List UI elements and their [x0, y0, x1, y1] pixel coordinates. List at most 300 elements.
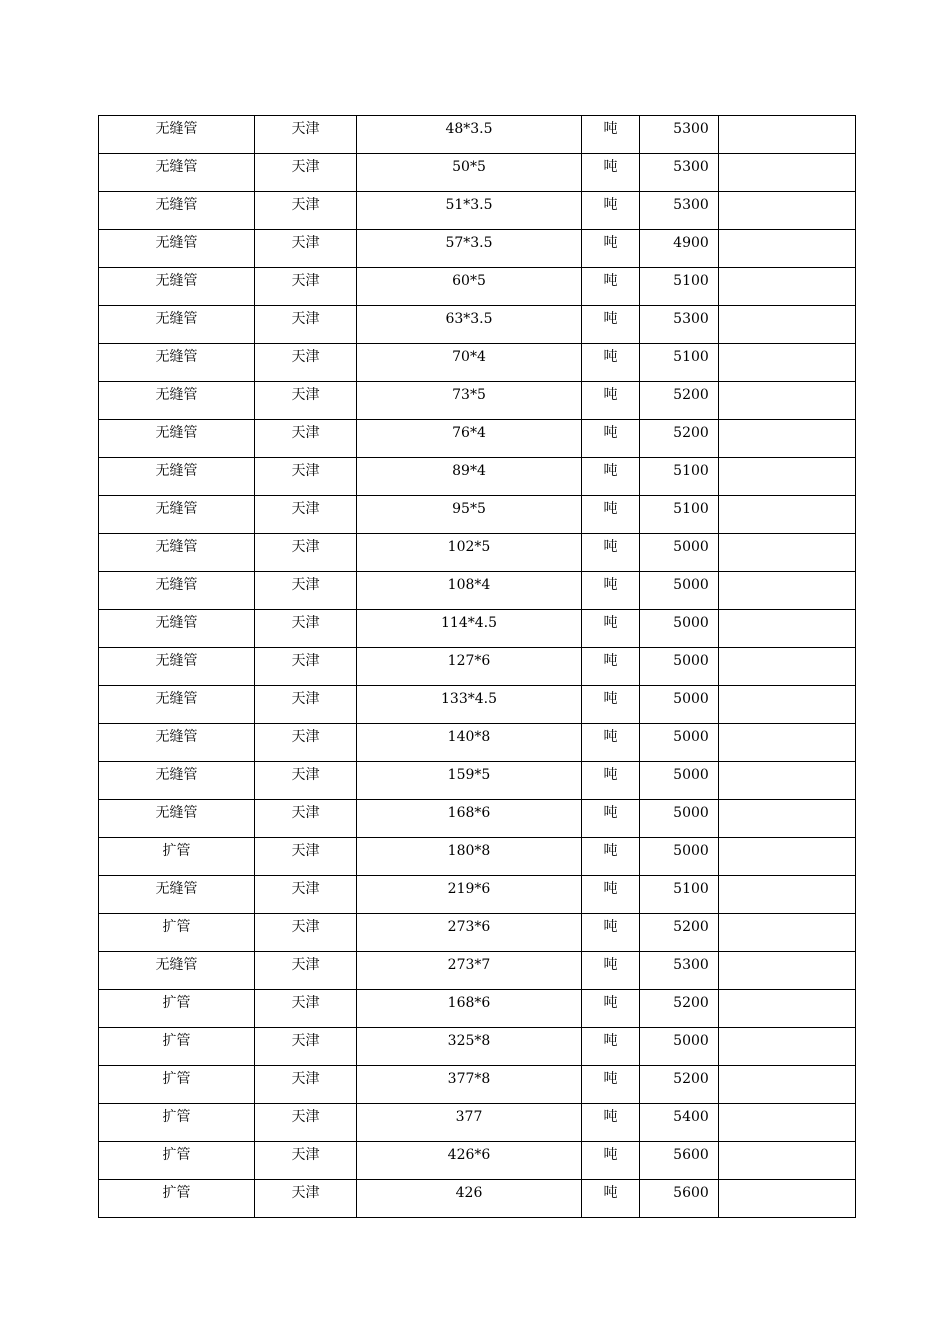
unit-cell-text: 吨	[603, 1071, 618, 1087]
table-row	[99, 268, 856, 306]
price-cell	[640, 1180, 719, 1218]
origin-cell	[255, 496, 357, 534]
note-cell-text	[719, 724, 855, 730]
product-name-cell-text: 无缝管	[155, 501, 198, 517]
spec-cell	[357, 458, 582, 496]
product-name-cell-text: 扩管	[162, 1109, 191, 1125]
note-cell-text	[719, 496, 855, 502]
product-name-cell	[99, 724, 255, 762]
unit-cell-text: 吨	[603, 1109, 618, 1125]
unit-cell	[582, 686, 640, 724]
table-row	[99, 154, 856, 192]
price-cell-text: 5600	[673, 1147, 709, 1163]
origin-cell-text: 天津	[291, 1109, 320, 1125]
price-cell	[640, 990, 719, 1028]
spec-cell	[357, 382, 582, 420]
spec-cell	[357, 306, 582, 344]
product-name-cell-text: 扩管	[162, 1147, 191, 1163]
price-cell	[640, 1104, 719, 1142]
origin-cell-text: 天津	[291, 121, 320, 137]
unit-cell-text: 吨	[603, 1185, 618, 1201]
origin-cell	[255, 876, 357, 914]
table-row	[99, 1104, 856, 1142]
origin-cell-text: 天津	[291, 1185, 320, 1201]
origin-cell-text: 天津	[291, 159, 320, 175]
product-name-cell-text: 扩管	[162, 1185, 191, 1201]
price-cell	[640, 154, 719, 192]
spec-cell-text: 63*3.5	[445, 311, 493, 327]
product-name-cell-text: 无缝管	[155, 311, 198, 327]
unit-cell	[582, 610, 640, 648]
product-name-cell	[99, 572, 255, 610]
unit-cell	[582, 496, 640, 534]
note-cell-text	[719, 762, 855, 768]
note-cell-text	[719, 838, 855, 844]
price-cell	[640, 306, 719, 344]
note-cell	[719, 914, 856, 952]
product-name-cell-text: 无缝管	[155, 577, 198, 593]
table-row	[99, 914, 856, 952]
price-cell-text: 5000	[673, 615, 709, 631]
product-name-cell	[99, 420, 255, 458]
origin-cell-text: 天津	[291, 311, 320, 327]
table-row	[99, 800, 856, 838]
unit-cell	[582, 838, 640, 876]
spec-cell	[357, 420, 582, 458]
price-cell	[640, 724, 719, 762]
note-cell-text	[719, 914, 855, 920]
price-cell	[640, 800, 719, 838]
origin-cell	[255, 116, 357, 154]
origin-cell	[255, 724, 357, 762]
spec-cell-text: 426	[455, 1185, 483, 1201]
product-name-cell	[99, 1028, 255, 1066]
unit-cell-text: 吨	[603, 691, 618, 707]
unit-cell	[582, 344, 640, 382]
product-name-cell	[99, 382, 255, 420]
origin-cell-text: 天津	[291, 957, 320, 973]
origin-cell-text: 天津	[291, 1033, 320, 1049]
spec-cell-text: 70*4	[452, 349, 486, 365]
table-row	[99, 420, 856, 458]
spec-cell-text: 127*6	[447, 653, 491, 669]
note-cell-text	[719, 1028, 855, 1034]
product-name-cell	[99, 838, 255, 876]
origin-cell	[255, 1028, 357, 1066]
note-cell-text	[719, 154, 855, 160]
product-name-cell	[99, 1180, 255, 1218]
unit-cell	[582, 648, 640, 686]
product-name-cell-text: 无缝管	[155, 159, 198, 175]
spec-cell	[357, 154, 582, 192]
unit-cell	[582, 192, 640, 230]
unit-cell	[582, 1066, 640, 1104]
price-cell	[640, 610, 719, 648]
price-cell-text: 5000	[673, 843, 709, 859]
origin-cell	[255, 534, 357, 572]
unit-cell-text: 吨	[603, 121, 618, 137]
origin-cell	[255, 154, 357, 192]
spec-cell-text: 102*5	[447, 539, 491, 555]
unit-cell-text: 吨	[603, 1147, 618, 1163]
note-cell-text	[719, 1142, 855, 1148]
note-cell-text	[719, 534, 855, 540]
origin-cell	[255, 344, 357, 382]
origin-cell	[255, 572, 357, 610]
origin-cell-text: 天津	[291, 919, 320, 935]
origin-cell	[255, 192, 357, 230]
table-row	[99, 458, 856, 496]
spec-cell-text: 180*8	[447, 843, 491, 859]
unit-cell	[582, 268, 640, 306]
unit-cell	[582, 1142, 640, 1180]
origin-cell-text: 天津	[291, 235, 320, 251]
note-cell	[719, 534, 856, 572]
spec-cell	[357, 1104, 582, 1142]
spec-cell-text: 89*4	[452, 463, 486, 479]
product-name-cell-text: 无缝管	[155, 425, 198, 441]
unit-cell	[582, 534, 640, 572]
table-row	[99, 1142, 856, 1180]
product-name-cell-text: 扩管	[162, 1071, 191, 1087]
origin-cell	[255, 420, 357, 458]
price-cell-text: 5100	[673, 881, 709, 897]
spec-cell-text: 95*5	[452, 501, 486, 517]
price-cell	[640, 496, 719, 534]
note-cell	[719, 458, 856, 496]
product-name-cell	[99, 268, 255, 306]
note-cell	[719, 1028, 856, 1066]
origin-cell-text: 天津	[291, 653, 320, 669]
price-cell	[640, 1142, 719, 1180]
table-row	[99, 496, 856, 534]
price-cell	[640, 420, 719, 458]
spec-cell	[357, 116, 582, 154]
unit-cell	[582, 572, 640, 610]
product-name-cell	[99, 458, 255, 496]
spec-cell	[357, 1066, 582, 1104]
note-cell-text	[719, 344, 855, 350]
unit-cell	[582, 1028, 640, 1066]
product-name-cell-text: 扩管	[162, 919, 191, 935]
table-row	[99, 952, 856, 990]
product-name-cell	[99, 116, 255, 154]
table-row	[99, 1066, 856, 1104]
unit-cell	[582, 458, 640, 496]
origin-cell	[255, 306, 357, 344]
origin-cell	[255, 990, 357, 1028]
unit-cell	[582, 1180, 640, 1218]
table-row	[99, 116, 856, 154]
product-name-cell-text: 无缝管	[155, 197, 198, 213]
origin-cell-text: 天津	[291, 805, 320, 821]
price-cell	[640, 382, 719, 420]
product-name-cell-text: 无缝管	[155, 387, 198, 403]
unit-cell	[582, 382, 640, 420]
unit-cell-text: 吨	[603, 881, 618, 897]
product-name-cell-text: 无缝管	[155, 729, 198, 745]
note-cell	[719, 610, 856, 648]
price-cell-text: 5000	[673, 691, 709, 707]
price-cell-text: 5300	[673, 957, 709, 973]
spec-cell-text: 60*5	[452, 273, 486, 289]
price-cell-text: 5600	[673, 1185, 709, 1201]
table-row	[99, 1180, 856, 1218]
table-row	[99, 534, 856, 572]
spec-cell-text: 57*3.5	[445, 235, 493, 251]
table-row	[99, 192, 856, 230]
note-cell-text	[719, 610, 855, 616]
note-cell	[719, 154, 856, 192]
note-cell-text	[719, 876, 855, 882]
price-cell	[640, 344, 719, 382]
product-name-cell-text: 扩管	[162, 843, 191, 859]
note-cell	[719, 800, 856, 838]
spec-cell	[357, 876, 582, 914]
unit-cell	[582, 724, 640, 762]
product-name-cell	[99, 1066, 255, 1104]
spec-cell	[357, 952, 582, 990]
note-cell	[719, 952, 856, 990]
note-cell-text	[719, 648, 855, 654]
price-table-body	[99, 116, 856, 1218]
spec-cell-text: 140*8	[447, 729, 491, 745]
note-cell	[719, 230, 856, 268]
product-name-cell-text: 无缝管	[155, 463, 198, 479]
product-name-cell-text: 无缝管	[155, 235, 198, 251]
product-name-cell	[99, 1142, 255, 1180]
note-cell	[719, 116, 856, 154]
spec-cell	[357, 838, 582, 876]
origin-cell-text: 天津	[291, 881, 320, 897]
origin-cell	[255, 268, 357, 306]
origin-cell	[255, 1142, 357, 1180]
spec-cell	[357, 534, 582, 572]
price-cell-text: 5100	[673, 273, 709, 289]
note-cell	[719, 686, 856, 724]
price-cell	[640, 648, 719, 686]
origin-cell-text: 天津	[291, 843, 320, 859]
price-cell	[640, 876, 719, 914]
product-name-cell	[99, 686, 255, 724]
unit-cell-text: 吨	[603, 273, 618, 289]
note-cell-text	[719, 192, 855, 198]
note-cell-text	[719, 420, 855, 426]
product-name-cell	[99, 344, 255, 382]
spec-cell-text: 273*6	[447, 919, 491, 935]
price-cell-text: 5200	[673, 1071, 709, 1087]
spec-cell	[357, 1142, 582, 1180]
note-cell	[719, 990, 856, 1028]
note-cell	[719, 876, 856, 914]
price-cell	[640, 572, 719, 610]
spec-cell-text: 76*4	[452, 425, 486, 441]
origin-cell-text: 天津	[291, 387, 320, 403]
unit-cell-text: 吨	[603, 957, 618, 973]
unit-cell-text: 吨	[603, 463, 618, 479]
table-row	[99, 344, 856, 382]
product-name-cell	[99, 306, 255, 344]
origin-cell	[255, 648, 357, 686]
price-cell	[640, 952, 719, 990]
spec-cell-text: 48*3.5	[445, 121, 493, 137]
price-cell-text: 5100	[673, 501, 709, 517]
origin-cell	[255, 952, 357, 990]
price-cell-text: 5000	[673, 653, 709, 669]
unit-cell	[582, 990, 640, 1028]
table-row	[99, 572, 856, 610]
unit-cell	[582, 306, 640, 344]
origin-cell-text: 天津	[291, 577, 320, 593]
product-name-cell-text: 无缝管	[155, 615, 198, 631]
unit-cell-text: 吨	[603, 501, 618, 517]
unit-cell-text: 吨	[603, 729, 618, 745]
origin-cell-text: 天津	[291, 1147, 320, 1163]
table-row	[99, 1028, 856, 1066]
price-cell	[640, 458, 719, 496]
table-row	[99, 990, 856, 1028]
origin-cell	[255, 610, 357, 648]
price-cell-text: 5300	[673, 311, 709, 327]
spec-cell-text: 168*6	[447, 805, 491, 821]
spec-cell-text: 219*6	[447, 881, 491, 897]
price-cell-text: 5200	[673, 425, 709, 441]
spec-cell	[357, 724, 582, 762]
product-name-cell-text: 无缝管	[155, 691, 198, 707]
spec-cell	[357, 496, 582, 534]
note-cell	[719, 1066, 856, 1104]
product-name-cell-text: 无缝管	[155, 349, 198, 365]
product-name-cell	[99, 990, 255, 1028]
origin-cell-text: 天津	[291, 463, 320, 479]
spec-cell-text: 50*5	[452, 159, 486, 175]
table-row	[99, 382, 856, 420]
note-cell	[719, 724, 856, 762]
price-cell-text: 5200	[673, 995, 709, 1011]
price-cell	[640, 1028, 719, 1066]
unit-cell	[582, 230, 640, 268]
spec-cell-text: 273*7	[447, 957, 491, 973]
table-row	[99, 724, 856, 762]
unit-cell-text: 吨	[603, 919, 618, 935]
spec-cell-text: 73*5	[452, 387, 486, 403]
spec-cell	[357, 800, 582, 838]
origin-cell	[255, 1066, 357, 1104]
table-row	[99, 686, 856, 724]
product-name-cell-text: 无缝管	[155, 653, 198, 669]
note-cell-text	[719, 116, 855, 122]
price-cell	[640, 192, 719, 230]
product-name-cell	[99, 762, 255, 800]
spec-cell	[357, 192, 582, 230]
origin-cell	[255, 838, 357, 876]
note-cell	[719, 496, 856, 534]
origin-cell	[255, 762, 357, 800]
unit-cell	[582, 116, 640, 154]
product-name-cell	[99, 610, 255, 648]
product-name-cell	[99, 496, 255, 534]
origin-cell-text: 天津	[291, 729, 320, 745]
unit-cell-text: 吨	[603, 1033, 618, 1049]
price-cell	[640, 268, 719, 306]
product-name-cell	[99, 192, 255, 230]
table-row	[99, 762, 856, 800]
unit-cell	[582, 1104, 640, 1142]
price-cell-text: 5400	[673, 1109, 709, 1125]
product-name-cell-text: 扩管	[162, 995, 191, 1011]
origin-cell-text: 天津	[291, 501, 320, 517]
note-cell-text	[719, 800, 855, 806]
price-cell	[640, 534, 719, 572]
product-name-cell-text: 无缝管	[155, 539, 198, 555]
price-cell-text: 5300	[673, 197, 709, 213]
note-cell-text	[719, 230, 855, 236]
product-name-cell-text: 无缝管	[155, 805, 198, 821]
unit-cell-text: 吨	[603, 653, 618, 669]
table-row	[99, 648, 856, 686]
price-cell	[640, 686, 719, 724]
spec-cell-text: 51*3.5	[445, 197, 493, 213]
spec-cell	[357, 610, 582, 648]
note-cell	[719, 1104, 856, 1142]
note-cell	[719, 838, 856, 876]
spec-cell-text: 133*4.5	[441, 691, 497, 707]
price-cell	[640, 1066, 719, 1104]
product-name-cell	[99, 952, 255, 990]
product-name-cell-text: 无缝管	[155, 957, 198, 973]
product-name-cell	[99, 534, 255, 572]
product-name-cell-text: 无缝管	[155, 273, 198, 289]
price-cell-text: 5000	[673, 1033, 709, 1049]
spec-cell	[357, 1180, 582, 1218]
note-cell-text	[719, 952, 855, 958]
price-cell-text: 5200	[673, 387, 709, 403]
note-cell	[719, 1180, 856, 1218]
spec-cell-text: 114*4.5	[441, 615, 497, 631]
table-row	[99, 610, 856, 648]
unit-cell-text: 吨	[603, 349, 618, 365]
spec-cell-text: 159*5	[447, 767, 491, 783]
table-row	[99, 306, 856, 344]
note-cell	[719, 762, 856, 800]
product-name-cell	[99, 648, 255, 686]
origin-cell-text: 天津	[291, 1071, 320, 1087]
note-cell-text	[719, 382, 855, 388]
spec-cell	[357, 344, 582, 382]
price-cell-text: 5300	[673, 121, 709, 137]
note-cell-text	[719, 572, 855, 578]
spec-cell-text: 377	[455, 1109, 483, 1125]
product-name-cell-text: 无缝管	[155, 767, 198, 783]
note-cell-text	[719, 1180, 855, 1186]
note-cell	[719, 192, 856, 230]
price-table	[98, 115, 856, 1218]
product-name-cell-text: 扩管	[162, 1033, 191, 1049]
origin-cell	[255, 1104, 357, 1142]
origin-cell-text: 天津	[291, 615, 320, 631]
price-cell	[640, 914, 719, 952]
note-cell	[719, 382, 856, 420]
price-cell-text: 5200	[673, 919, 709, 935]
note-cell	[719, 268, 856, 306]
price-cell-text: 5100	[673, 463, 709, 479]
spec-cell	[357, 686, 582, 724]
price-cell	[640, 838, 719, 876]
unit-cell	[582, 762, 640, 800]
spec-cell	[357, 572, 582, 610]
note-cell	[719, 420, 856, 458]
spec-cell	[357, 990, 582, 1028]
